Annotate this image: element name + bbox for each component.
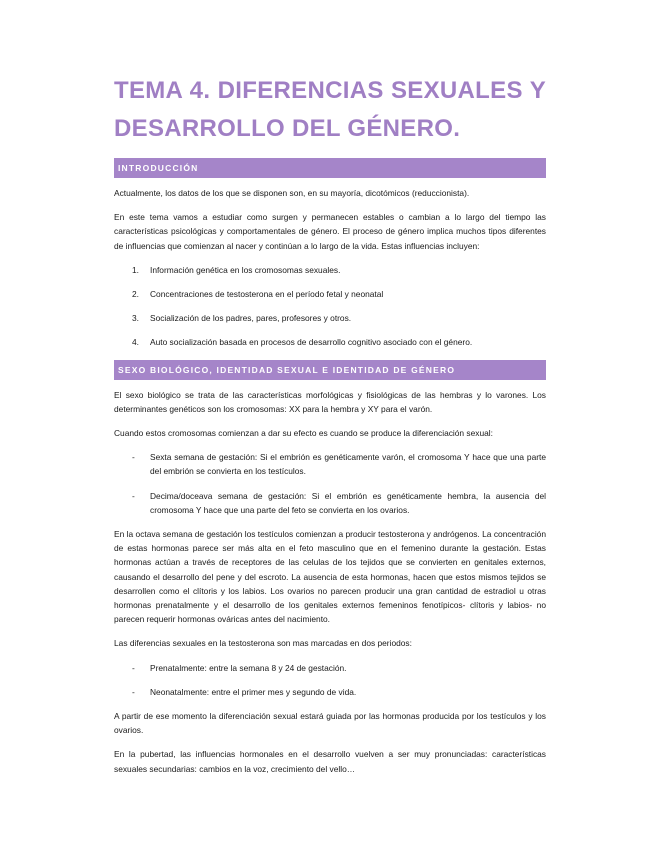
dash-marker: - — [132, 452, 135, 463]
paragraph: Cuando estos cromosomas comienzan a dar su efecto es cuando se produce la diferenciación sexual: — [114, 428, 493, 439]
section-heading-introduccion: INTRODUCCIÓN — [114, 158, 546, 178]
dash-marker: - — [132, 490, 135, 501]
list-item-text: Concentraciones de testosterona en el período fetal y neonatal — [150, 289, 384, 300]
list-item-text: Decima/doceava semana de gestación: Si el embrión es genéticamente hembra, la ausencia del cromosoma Y hace que una parte del feto se convierta en los ovarios. — [150, 490, 546, 515]
section-heading-sexo-biologico: SEXO BIOLÓGICO, IDENTIDAD SEXUAL E IDENTIDAD DE GÉNERO — [114, 360, 546, 380]
list-item — [114, 263, 546, 277]
dash-list-periodos — [114, 661, 546, 699]
page-title-line-2: DESARROLLO DEL GÉNERO. — [114, 115, 461, 142]
list-item — [114, 450, 546, 478]
paragraph: En la octava semana de gestación los testículos comienzan a producir testosterona y andrógenos. La concentración de estas hormonas parece ser más alta en el feto masculino que en el femenino durante la gestación. Estas hormonas actúan a través de receptores de las celulas de los tejidos que se convierten en genitales externos, causando el desarrollo del pene y del escroto. La ausencia de esta hormonas, hacen que estos mismos tejidos se desarrollen como el clítoris y los labios. Los ovarios no parecen producir una gran cantidad de estradiol u otras hormonas prenatalmente y el desarrollo de los genitales externos femeninos fenotípicos- clítoris y labios- no parecen requerir hormonas ováricas antes del nacimiento. — [114, 529, 546, 625]
list-item-text: Información genética en los cromosomas sexuales. — [150, 264, 341, 275]
paragraph: Las diferencias sexuales en la testosterona son mas marcadas en dos periodos: — [114, 638, 412, 649]
paragraph: El sexo biológico se trata de las características morfológicas y fisiológicas de las hembras y lo varones. Los determinantes genéticos son los cromosomas: XX para la hembra y XY para el varón. — [114, 389, 546, 414]
list-item-text: Socialización de los padres, pares, profesores y otros. — [150, 313, 352, 324]
list-item-text: Auto socialización basada en procesos de desarrollo cognitivo asociado con el género. — [150, 337, 473, 348]
paragraph: En la pubertad, las influencias hormonales en el desarrollo vuelven a ser muy pronunciadas: características sexuales secundarias: cambios en la voz, crecimiento del vello… — [114, 749, 546, 774]
paragraph: En este tema vamos a estudiar como surgen y permanecen estables o cambian a lo largo del tiempo las características psicológicas y comportamentales de género. El proceso de género implica muchos tipos diferentes de influencias que comienzan al nacer y continúan a lo largo de la vida. Estas influencias incluyen: — [114, 212, 546, 251]
list-item-text: Prenatalmente: entre la semana 8 y 24 de gestación. — [150, 662, 347, 673]
numbered-list-influencias — [114, 263, 546, 350]
document-content — [114, 72, 546, 786]
dash-list-gestacion — [114, 450, 546, 517]
list-number: 1. — [132, 264, 139, 275]
list-item-text: Sexta semana de gestación: Si el embrión es genéticamente varón, el cromosoma Y hace que una parte del embrión se convierta en los testículos. — [150, 452, 546, 477]
list-number: 3. — [132, 313, 139, 324]
list-item — [114, 287, 546, 301]
list-item — [114, 489, 546, 517]
list-number: 4. — [132, 337, 139, 348]
page-title-line-1: TEMA 4. DIFERENCIAS SEXUALES Y — [114, 77, 546, 104]
list-item — [114, 335, 546, 349]
list-item-text: Neonatalmente: entre el primer mes y segundo de vida. — [150, 686, 357, 697]
list-item — [114, 661, 546, 675]
list-item — [114, 685, 546, 699]
paragraph: A partir de ese momento la diferenciación sexual estará guiada por las hormonas producida por los testículos y los ovarios. — [114, 711, 546, 736]
paragraph: Actualmente, los datos de los que se disponen son, en su mayoría, dicotómicos (reduccionista). — [114, 188, 470, 198]
list-item — [114, 311, 546, 325]
dash-marker: - — [132, 686, 135, 697]
page-title — [114, 72, 546, 148]
list-number: 2. — [132, 289, 139, 300]
dash-marker: - — [132, 662, 135, 673]
